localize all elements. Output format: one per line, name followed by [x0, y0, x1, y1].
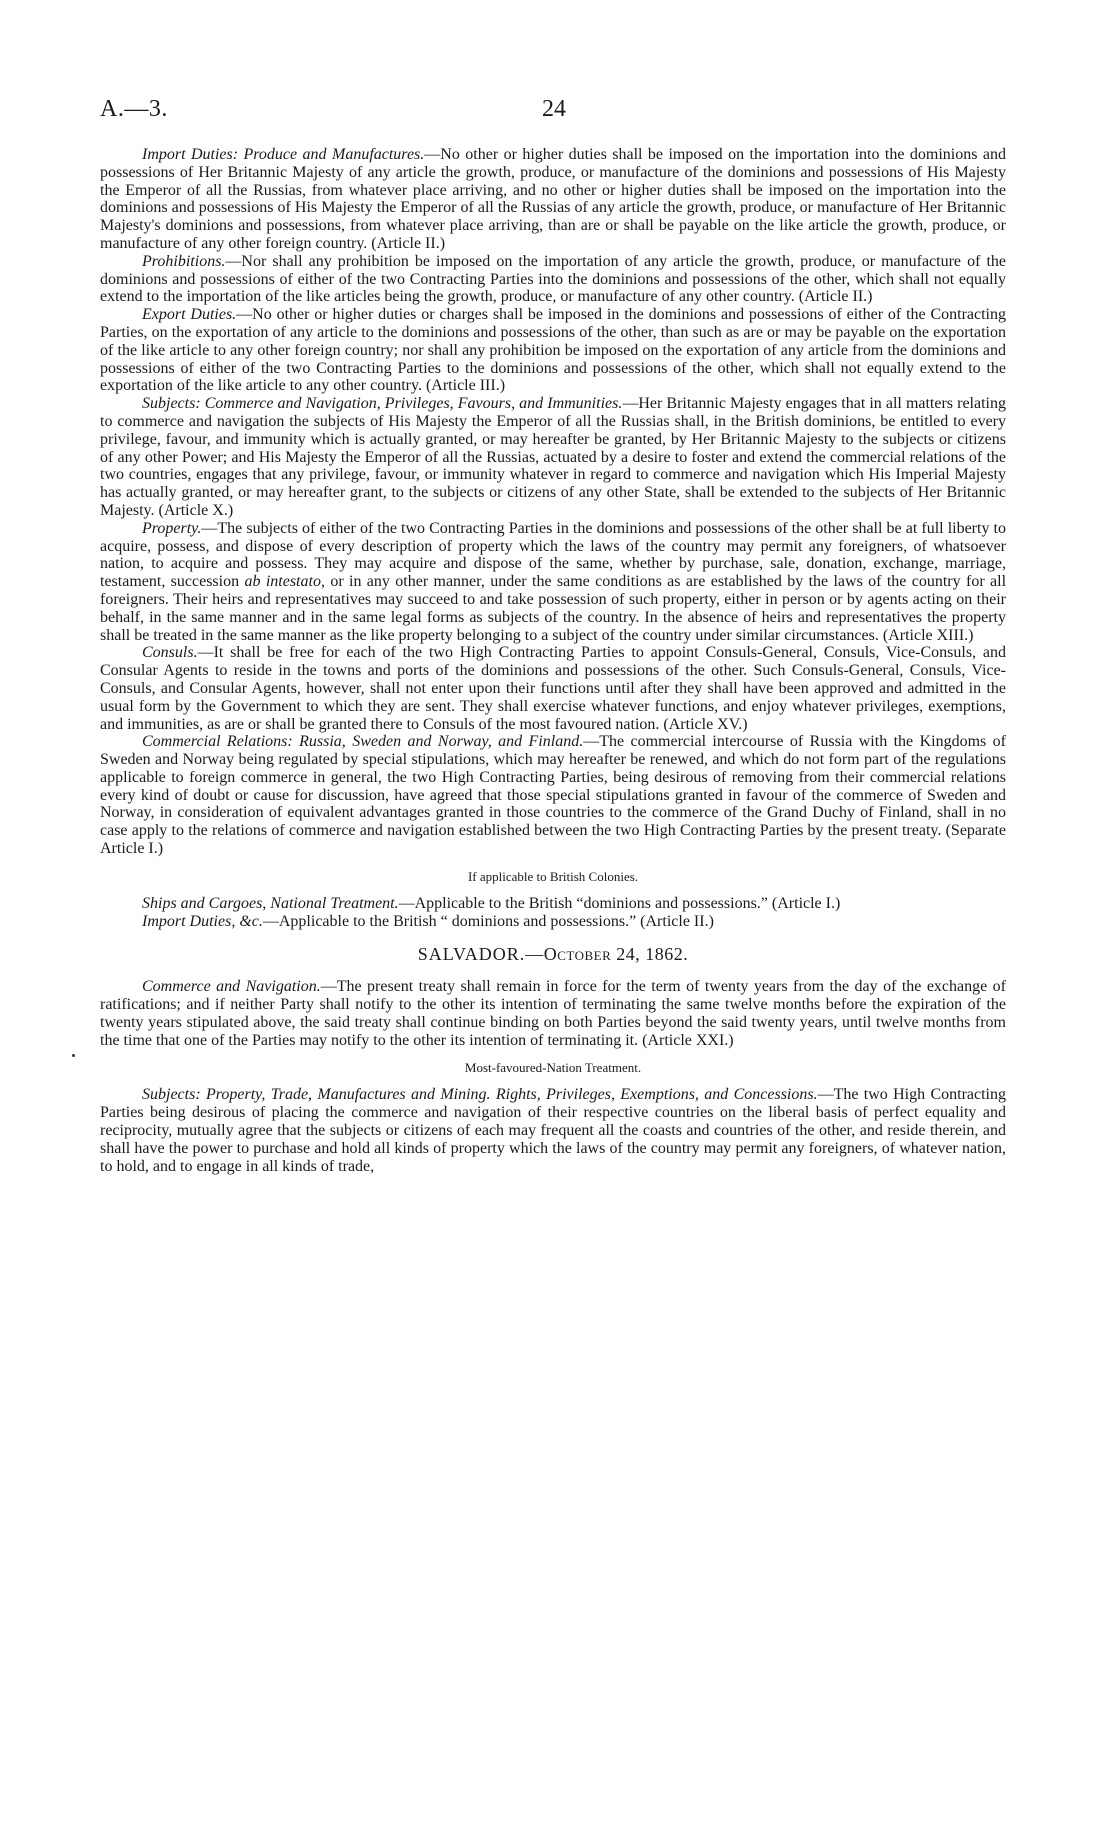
- paragraph-text: —Applicable to the British “ dominions and possessions.” (Article II.): [262, 912, 714, 930]
- paragraph-export-duties: [100, 306, 1006, 395]
- paragraph-lead: Ships and Cargoes, National Treatment.: [142, 894, 399, 912]
- paragraph-lead: Export Duties.: [142, 306, 237, 324]
- page-number: 24: [542, 96, 566, 122]
- paragraph-lead: Property.: [142, 519, 202, 537]
- paragraph-text: —It shall be free for each of the two High Contracting Parties to appoint Consuls-General, Consuls, Vice-Consuls, and Consular Agents to reside in the towns and ports of the dominions and possessions of the other. Such Consuls-General, Consuls, Vice-Consuls, and Consular Agents, however, shall not enter upon their functions until after they shall have been approved and admitted in the usual form by the Government to which they are sent. They shall exercise whatever functions, and enjoy whatever privileges, exemptions, and immunities, as are or shall be granted there to Consuls of the most favoured nation. (Article XV.): [100, 644, 1006, 733]
- paragraph-lead: Prohibitions.: [142, 252, 226, 270]
- paragraph-text: —No other or higher duties or charges shall be imposed in the dominions and possessions of either of the Contracting Parties, on the exportation of any article to the dominions and possessions of the other, than such as are or may be payable on the exportation of the like article to any other foreign country; nor shall any prohibition be imposed on the exportation of any article from the dominions and possessions of either of the two Contracting Parties to the dominions and possessions of the other, which shall not equally extend to the exportation of the like article to any other country. (Article III.): [100, 306, 1006, 395]
- colonies-heading: If applicable to British Colonies.: [467, 868, 639, 884]
- paragraph-subjects-commerce: [100, 395, 1006, 520]
- paragraph-lead: Subjects: Property, Trade, Manufactures and Mining. Rights, Privileges, Exemptions, and Concessions.: [142, 1086, 818, 1104]
- paragraph-text: —The commercial intercourse of Russia with the Kingdoms of Sweden and Norway being regulated by special stipulations, which may hereafter be renewed, and which do not form part of the regulations applicable to foreign commerce in general, the two High Contracting Parties, being desirous of removing from their commercial relations every kind of doubt or cause for discussion, have agreed that those special stipulations granted in favour of the commerce of Sweden and Norway, in consideration of equivalent advantages granted in those countries to the commerce of the Grand Duchy of Finland, shall in no case apply to the relations of commerce and navigation established between the two High Contracting Parties by the present treaty. (Separate Article I.): [100, 733, 1006, 858]
- mfn-heading: Most-favoured-Nation Treatment.: [464, 1060, 642, 1076]
- margin-dot: [72, 1054, 75, 1057]
- paragraph-ships-cargoes: [100, 895, 1006, 913]
- paragraph-text: —Applicable to the British “dominions and possessions.” (Article I.): [398, 894, 841, 912]
- paragraph-text: —Her Britannic Majesty engages that in all matters relating to commerce and navigation the subjects of His Majesty the Emperor of all the Russias shall, in the British dominions, be entitled to every privilege, favour, and immunity which is actually granted, or may hereafter be granted, by Her Britannic Majesty to the subjects or citizens of any other Power; and His Majesty the Emperor of all the Russias, actuated by a desire to foster and extend the commercial relations of the two countries, engages that any privilege, favour, or immunity whatever in regard to commerce and navigation which His Imperial Majesty has actually granted, or may hereafter grant, to the subjects or citizens of any other State, shall be extended to the subjects of Her Britannic Majesty. (Article X.): [100, 395, 1006, 519]
- paragraph-import-duties-colonies: [100, 913, 1006, 931]
- paragraph-import-duties: [100, 146, 1006, 253]
- paragraph-lead: Commercial Relations: Russia, Sweden and Norway, and Finland.: [142, 733, 584, 751]
- paragraph-italic-phrase: ab intestato,: [244, 573, 325, 591]
- paragraph-lead: Commerce and Navigation.: [142, 978, 321, 996]
- paragraph-lead: Consuls.: [142, 644, 198, 662]
- paragraph-lead: Import Duties: Produce and Manufactures.: [142, 146, 425, 163]
- paragraph-consuls: [100, 644, 1006, 733]
- paragraph-text: —No other or higher duties shall be imposed on the importation into the dominions and possessions of Her Britannic Majesty of any article the growth, produce, or manufacture of the dominions and possessions of His Majesty the Emperor of all the Russias, from whatever place arriving, and no other or higher duties shall be imposed on the importation into the dominions and possessions of His Majesty the Emperor of all the Russias of any article the growth, produce, or manufacture of Her Britannic Majesty's dominions and possessions, from whatever place arriving, than are or shall be payable on the like article the growth, produce, or manufacture of any other foreign country. (Article II.): [100, 146, 1007, 252]
- document-body: [100, 146, 1006, 1175]
- section-date: —October 24, 1862.: [525, 944, 689, 965]
- paragraph-text: —The subjects of either of the two Contracting Parties in the dominions and possessions of the other shall be at full liberty to acquire, possess, and dispose of every description of property which the laws of the country may permit any foreigners, of whatsoever nation, to acquire and possess. They may acquire and dispose of the same, whether by purchase, sale, donation, exchange, marriage, testament, succession: [100, 519, 1006, 591]
- paragraph-lead: Subjects: Commerce and Navigation, Privileges, Favours, and Immunities.: [142, 395, 623, 413]
- paragraph-prohibitions: [100, 253, 1006, 306]
- paragraph-subjects-property-trade: [100, 1086, 1006, 1175]
- document-reference: A.—3.: [100, 96, 168, 122]
- page-header: [100, 96, 1006, 136]
- section-title-salvador: [100, 946, 1006, 964]
- paragraph-text: —The present treaty shall remain in force for the term of twenty years from the day of the exchange of ratifications; and if neither Party shall notify to the other its intention of terminating the same twelve months before the expiration of the twenty years stipulated above, the said treaty shall continue binding on both Parties beyond the said twenty years, until twelve months from the time that one of the Parties may notify to the other its intention of terminating it. (Article XXI.): [100, 978, 1007, 1049]
- section-country: SALVADOR.: [417, 944, 526, 965]
- paragraph-property: [100, 520, 1006, 645]
- document-page: [100, 96, 1006, 1175]
- paragraph-text-continued: or in any other manner, under the same conditions as are established by the laws of the country for all foreigners. Their heirs and representatives may succeed to and take possession of such property, either in person or by agents acting on their behalf, in the same manner and in the same legal forms as subjects of the country. In the absence of heirs and representatives the property shall be treated in the same manner as the like property belonging to a subject of the country under similar circumstances. (Article XIII.): [100, 573, 1007, 644]
- paragraph-text: —The two High Contracting Parties being desirous of placing the commerce and navigation of their respective countries on the liberal basis of perfect equality and reciprocity, mutually agree that the subjects or citizens of each may frequent all the coasts and countries of the other, and reside therein, and shall have the power to purchase and hold all kinds of property which the laws of the country may permit any foreigners, of whatever nation, to hold, and to engage in all kinds of trade,: [100, 1086, 1006, 1175]
- paragraph-commerce-navigation: [100, 978, 1006, 1049]
- paragraph-commercial-relations: [100, 733, 1006, 858]
- paragraph-text: —Nor shall any prohibition be imposed on the importation of any article the growth, produce, or manufacture of the dominions and possessions of either of the two Contracting Parties into the dominions and possessions of the other, which shall not equally extend to the importation of the like articles being the growth, produce, or manufacture of any other country. (Article II.): [100, 252, 1006, 306]
- paragraph-lead: Import Duties, &c.: [142, 912, 263, 930]
